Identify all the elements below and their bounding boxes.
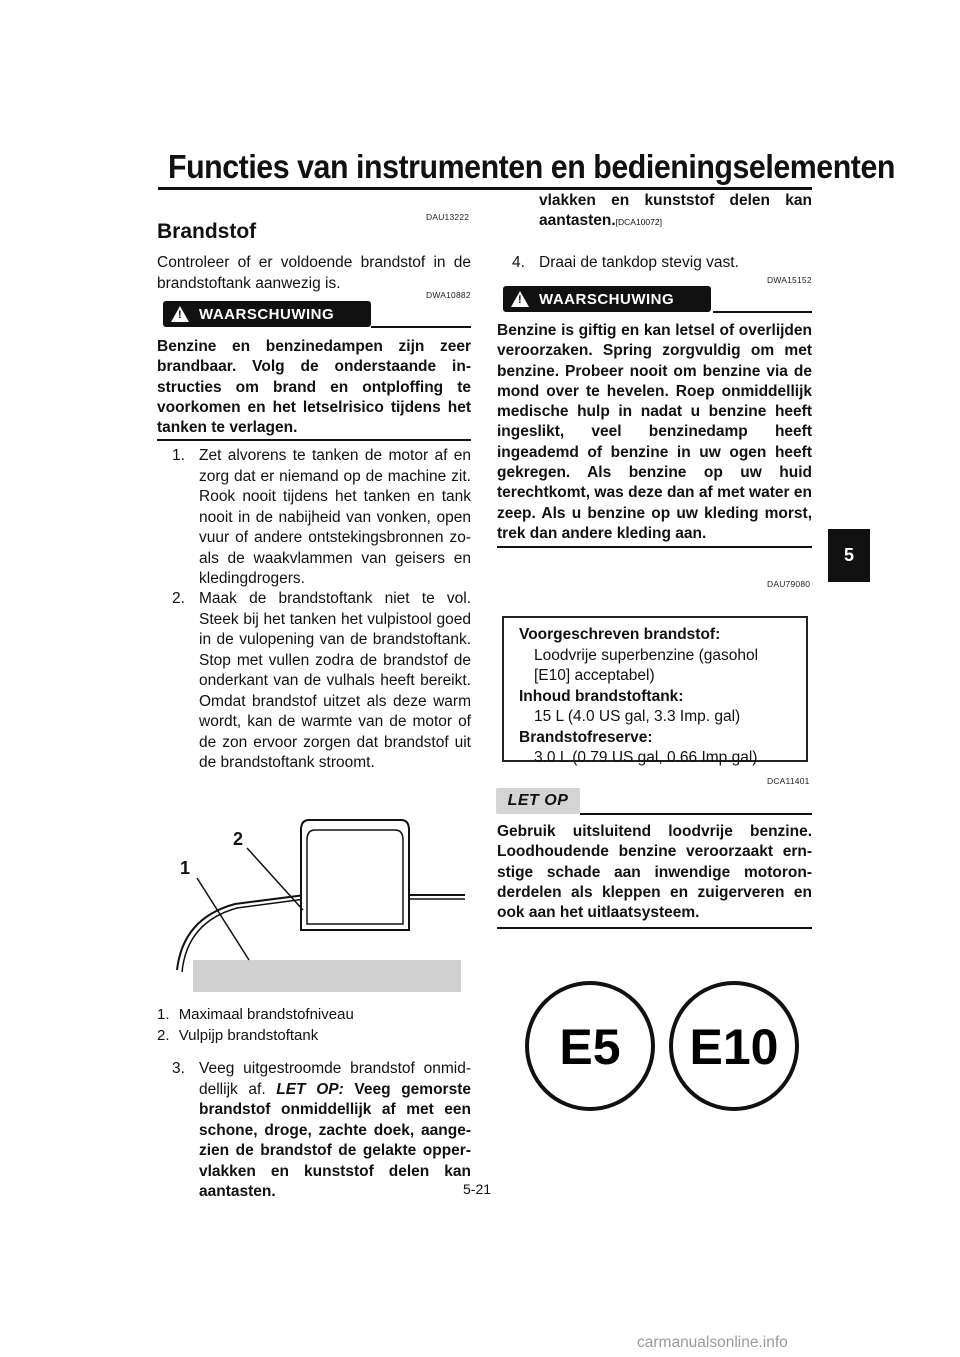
fuel-compat-labels [520,978,810,1118]
list-text: Zet alvorens te tanken de motor af en zorg dat er niemand op de machine zit. Rook nooit tijdens het tanken en tank nooit in de nabijheid van vonken, open vuur of andere ontstekingsbronnen zoals de waakvlammen van geisers en kledingdrogers. [199,447,471,587]
figure-legend-item [157,1005,354,1025]
warning-text: Benzine en benzinedampen zijn zeer brandbaar. Volg de onderstaande instructies om brand en ontploffing te voorkomen en het letselrisico tijdens het tanken te verlagen. [157,338,471,437]
list-number: 4. [512,254,525,271]
notice-text: Gebruik uitsluitend loodvrije benzine. Loodhoudende benzine veroorzaakt ernstige schade aan inwendige motoronderdelen als kleppen en zuigerveren en ook aan het uitlaatsysteem. [497,823,812,922]
legend-number: 1. [157,1006,170,1023]
list-number: 3. [172,1060,185,1077]
letop-inline-label: LET OP: [276,1080,344,1098]
page-title: Functies van instrumenten en bedieningselementen [168,148,895,185]
section-title: Brandstof [157,220,257,243]
warning-badge [163,301,371,327]
spec-code: DAU79080 [767,579,811,589]
section-intro: Controleer of er voldoende brandstof in de brandstoftank aanwezig is. [157,254,471,292]
spec-heading: Inhoud brandstoftank: [519,687,684,705]
warning-rule [371,326,471,328]
list-item [172,589,471,799]
figure-callout-2: 2 [233,829,244,849]
spec-heading: Brandstofreserve: [519,728,653,746]
list-text-continued [539,191,812,233]
step-text: Veeg uitgestroomde brandstof onmiddellijk af. [199,1060,471,1098]
filler-neck-inner [307,830,403,924]
e5-label: E5 [559,1019,621,1075]
watermark: carmanualsonline.info [637,1334,788,1351]
figure-callout-1: 1 [180,858,191,878]
warning-rule [713,311,812,313]
page-number: 5-21 [463,1181,492,1197]
spec-value: 15 L (4.0 US gal, 3.3 Imp. gal) [534,708,741,725]
spec-value: [E10] acceptabel) [534,667,655,684]
letop-inline-text: Veeg gemorste brandstof onmiddellijk af met een schone, droge, zachte doek, aangezien de brandstof de gelakte oppervlakken en kunststof delen kan aantasten. [199,1080,471,1200]
figure-legend-item [157,1026,318,1046]
chapter-tab[interactable]: 5 [828,529,870,582]
spec-heading: Voorgeschreven brandstof: [519,626,721,643]
spec-value: Loodvrije superbenzine (gasohol [534,646,759,664]
spec-value: 3.0 L (0.79 US gal, 0.66 Imp.gal) [534,749,758,766]
list-text [199,1059,471,1203]
list-item [172,446,471,592]
warning-triangle-icon: ! [511,291,529,307]
warning-label: WAARSCHUWING [539,290,675,308]
warning-text: Benzine is giftig en kan letsel of overlijden veroorzaken. Spring zorgvuldig om met benzine. Probeer nooit om benzine via de mond over te hevelen. Roep onmiddellijk medische hulp in nadat u benzine heeft ingeslikt, veel benzinedamp heeft ingeademd of benzine in uw ogen heeft gekregen. Als benzine op uw huid terechtkomt, was deze dan af met water en zeep. Als u benzine op uw kleding morst, trek dan andere kleding aan. [497,322,812,542]
tank-body-shading [193,960,461,992]
list-number: 2. [172,590,185,607]
warning-end-rule [157,439,471,441]
warning-end-rule [497,546,812,548]
notice-badge: LET OP [496,788,580,814]
warning-code: DWA15152 [767,275,812,285]
notice-end-rule [497,927,812,929]
title-rule [158,187,812,190]
legend-text: Vulpijp brandstoftank [178,1027,319,1044]
warning-badge [503,286,711,312]
list-number: 1. [172,447,185,464]
list-text: Maak de brandstoftank niet te vol. Steek bij het tanken het vulpistool goed in de vulopening van de brandstoftank. Stop met vullen zodra de brandstof de onderkant van de vulhals heeft bereikt. Omdat brandstof uitzet als deze warm wordt, kan de warmte van de motor of de zon ervoor zorgen dat brandstof uit de brandstoftank stroomt. [199,590,471,771]
letop-continued-text: vlakken en kunststof delen kan aantasten. [539,192,812,230]
fuel-tank-illustration [175,800,465,992]
warning-label: WAARSCHUWING [199,305,335,323]
warning-header [497,286,812,312]
legend-text: Maximaal brandstofniveau [178,1006,354,1023]
section-code: DAU13222 [426,212,470,222]
e10-label: E10 [689,1019,779,1075]
list-text: Draai de tankdop stevig vast. [539,254,739,271]
notice-code: DCA11401 [767,776,810,786]
list-item [512,253,812,275]
warning-triangle-icon: ! [171,306,189,322]
legend-number: 2. [157,1027,170,1044]
list-item [172,1059,471,1200]
notice-rule [580,813,812,815]
warning-code: DWA10882 [426,290,471,300]
fuel-spec-box [502,616,808,766]
letop-code: [DCA10072] [615,217,662,228]
warning-header [157,301,471,327]
